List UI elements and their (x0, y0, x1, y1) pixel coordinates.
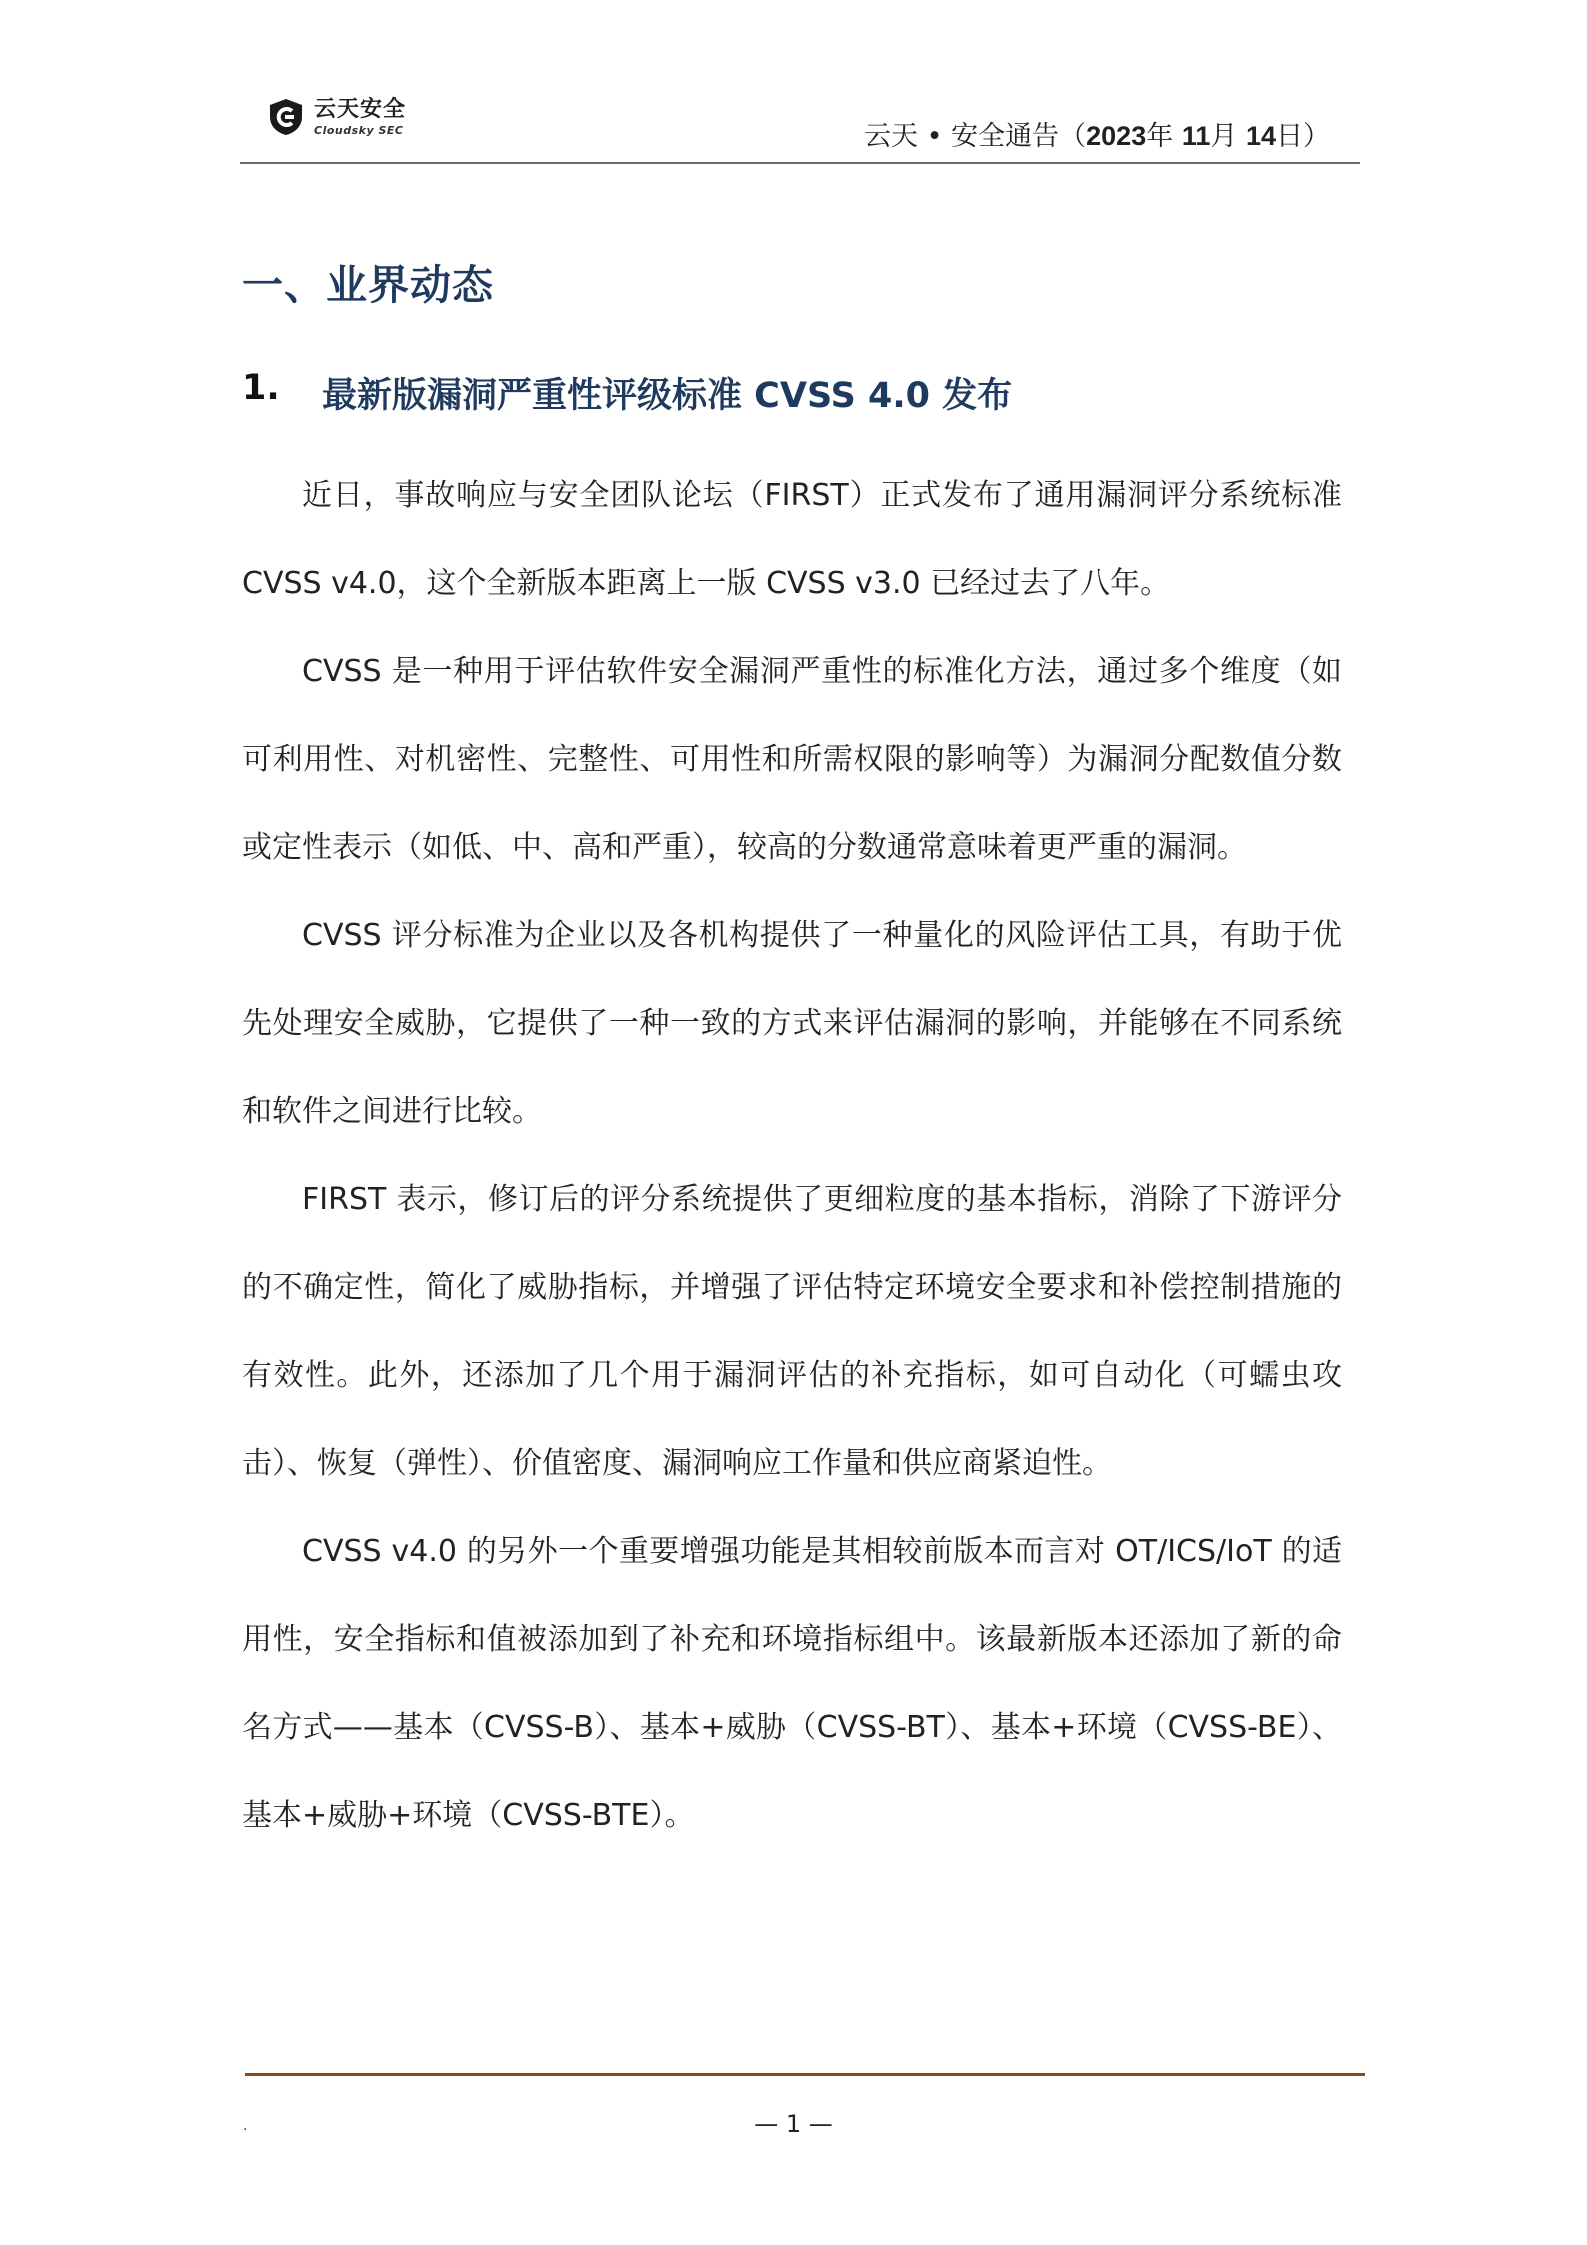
page-number: — 1 — (754, 2110, 833, 2138)
company-logo (268, 98, 406, 136)
paragraph: CVSS 评分标准为企业以及各机构提供了一种量化的风险评估工具，有助于优先处理安全威胁，它提供了一种一致的方式来评估漏洞的影响，并能够在不同系统和软件之间进行比较。 (242, 918, 1342, 1129)
page-header (240, 92, 1360, 160)
paragraph: CVSS 是一种用于评估软件安全漏洞严重性的标准化方法，通过多个维度（如可利用性、对机密性、完整性、可用性和所需权限的影响等）为漏洞分配数值分数或定性表示（如低、中、高和严重），较高的分数通常意味着更严重的漏洞。 (242, 654, 1342, 865)
subsection-heading (242, 368, 1012, 418)
bulletin-title-prefix: 云天 • 安全通告（ (864, 121, 1087, 152)
bulletin-month: 11 (1181, 121, 1211, 151)
paragraph: 近日，事故响应与安全团队论坛（FIRST）正式发布了通用漏洞评分系统标准 CVSS v4.0，这个全新版本距离上一版 CVSS v3.0 已经过去了八年。 (242, 478, 1342, 601)
bulletin-year: 2023 (1086, 121, 1147, 151)
header-divider (240, 162, 1360, 164)
month-unit: 月 (1210, 121, 1238, 152)
paragraph: FIRST 表示，修订后的评分系统提供了更细粒度的基本指标，消除了下游评分的不确定性，简化了威胁指标，并增强了评估特定环境安全要求和补偿控制措施的有效性。此外，还添加了几个用于漏洞评估的补充指标，如可自动化（可蠕虫攻击）、恢复（弹性）、价值密度、漏洞响应工作量和供应商紧迫性。 (242, 1182, 1342, 1481)
subsection-title: 最新版漏洞严重性评级标准 CVSS 4.0 发布 (322, 376, 1013, 416)
day-unit: 日） (1276, 121, 1330, 152)
footer-divider (245, 2073, 1365, 2076)
logo-english-name: Cloudsky SEC (314, 123, 404, 137)
bulletin-day: 14 (1245, 121, 1276, 151)
subsection-number: 1. (242, 368, 280, 408)
paragraph: CVSS v4.0 的另外一个重要增强功能是其相较前版本而言对 OT/ICS/IoT 的适用性，安全指标和值被添加到了补充和环境指标组中。该最新版本还添加了新的命名方式——基本（CVSS-B）、基本+威胁（CVSS-BT）、基本+环境（CVSS-BE）、基本+威胁+环境（CVSS-BTE）。 (242, 1534, 1342, 1833)
article-body (242, 452, 1342, 1860)
logo-chinese-name: 云天安全 (314, 96, 407, 122)
year-unit: 年 (1146, 121, 1174, 152)
section-heading: 一、业界动态 (242, 261, 494, 309)
footer-dot: . (243, 2118, 248, 2134)
shield-logo-icon (268, 98, 304, 136)
bulletin-title (864, 114, 1330, 153)
